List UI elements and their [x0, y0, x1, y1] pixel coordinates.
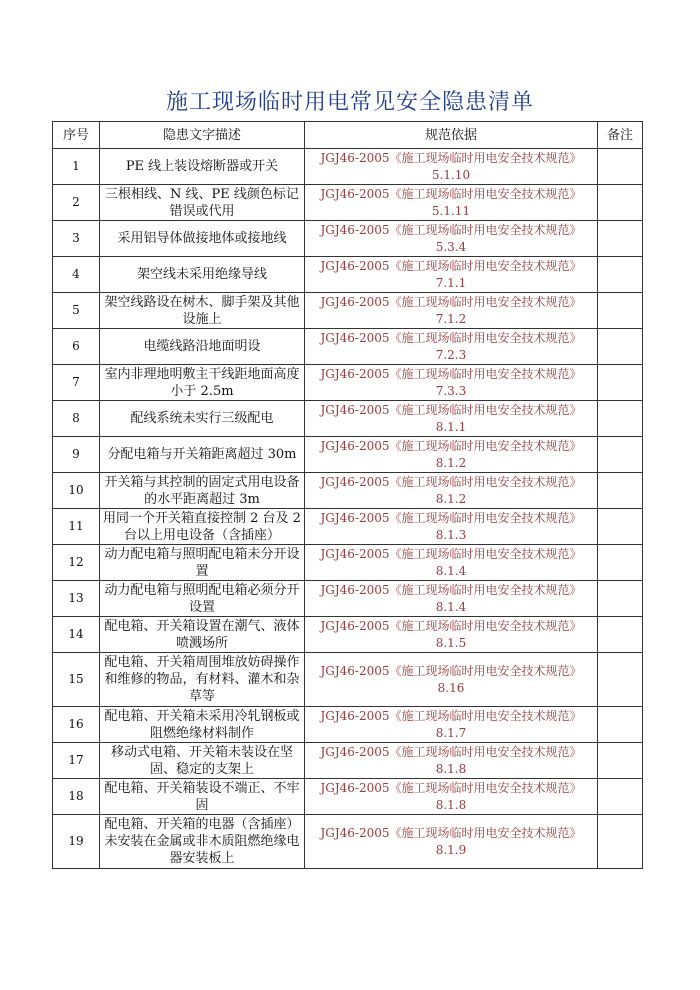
row-serial-no: 13	[53, 581, 100, 617]
row-serial-no: 4	[53, 257, 100, 293]
row-basis	[305, 329, 598, 365]
row-remarks	[598, 185, 643, 221]
basis-standard: JGJ46-2005《施工现场临时用电安全技术规范》	[320, 618, 582, 633]
row-description: 架空线未采用绝缘导线	[100, 257, 305, 293]
row-remarks	[598, 329, 643, 365]
row-remarks	[598, 221, 643, 257]
row-description: 动力配电箱与照明配电箱未分开设置	[100, 545, 305, 581]
row-description: 移动式电箱、开关箱未装设在坚固、稳定的支架上	[100, 743, 305, 779]
basis-clause: 8.1.1	[435, 419, 467, 434]
basis-clause: 7.3.3	[435, 383, 467, 398]
basis-standard: JGJ46-2005《施工现场临时用电安全技术规范》	[320, 186, 582, 201]
row-description: PE 线上装设熔断器或开关	[100, 149, 305, 185]
row-basis	[305, 779, 598, 815]
row-basis	[305, 401, 598, 437]
basis-clause: 8.1.4	[435, 599, 467, 614]
basis-clause: 8.16	[437, 680, 465, 695]
table-row	[53, 401, 643, 437]
header-description: 隐患文字描述	[100, 122, 305, 149]
basis-clause: 8.1.8	[435, 797, 467, 812]
row-basis	[305, 257, 598, 293]
basis-standard: JGJ46-2005《施工现场临时用电安全技术规范》	[320, 402, 582, 417]
basis-standard: JGJ46-2005《施工现场临时用电安全技术规范》	[320, 438, 582, 453]
row-description: 开关箱与其控制的固定式用电设备的水平距离超过 3m	[100, 473, 305, 509]
row-remarks	[598, 437, 643, 473]
row-basis	[305, 617, 598, 653]
row-basis	[305, 743, 598, 779]
basis-clause: 8.1.8	[435, 761, 467, 776]
row-basis	[305, 545, 598, 581]
row-serial-no: 19	[53, 815, 100, 869]
row-remarks	[598, 617, 643, 653]
row-remarks	[598, 293, 643, 329]
basis-standard: JGJ46-2005《施工现场临时用电安全技术规范》	[320, 222, 582, 237]
basis-standard: JGJ46-2005《施工现场临时用电安全技术规范》	[320, 474, 582, 489]
basis-clause: 7.1.2	[435, 311, 467, 326]
row-basis	[305, 707, 598, 743]
row-description: 配电箱、开关箱未采用冷轧钢板或阻燃绝缘材料制作	[100, 707, 305, 743]
basis-standard: JGJ46-2005《施工现场临时用电安全技术规范》	[320, 744, 582, 759]
row-basis	[305, 581, 598, 617]
basis-standard: JGJ46-2005《施工现场临时用电安全技术规范》	[320, 510, 582, 525]
basis-standard: JGJ46-2005《施工现场临时用电安全技术规范》	[320, 366, 582, 381]
row-serial-no: 6	[53, 329, 100, 365]
header-serial-no: 序号	[53, 122, 100, 149]
row-serial-no: 16	[53, 707, 100, 743]
row-serial-no: 5	[53, 293, 100, 329]
table-row	[53, 329, 643, 365]
table-body	[53, 149, 643, 869]
row-description: 架空线路设在树木、脚手架及其他设施上	[100, 293, 305, 329]
row-basis	[305, 509, 598, 545]
row-basis	[305, 149, 598, 185]
basis-clause: 5.1.10	[431, 167, 471, 182]
row-remarks	[598, 815, 643, 869]
basis-clause: 8.1.7	[435, 725, 467, 740]
row-remarks	[598, 365, 643, 401]
row-serial-no: 8	[53, 401, 100, 437]
basis-standard: JGJ46-2005《施工现场临时用电安全技术规范》	[320, 546, 582, 561]
row-serial-no: 17	[53, 743, 100, 779]
basis-standard: JGJ46-2005《施工现场临时用电安全技术规范》	[320, 330, 582, 345]
table-row	[53, 509, 643, 545]
hazard-table	[52, 121, 643, 869]
row-description: 三根相线、N 线、PE 线颜色标记错误或代用	[100, 185, 305, 221]
row-description: 分配电箱与开关箱距离超过 30m	[100, 437, 305, 473]
row-serial-no: 3	[53, 221, 100, 257]
row-remarks	[598, 401, 643, 437]
table-row	[53, 293, 643, 329]
row-remarks	[598, 779, 643, 815]
basis-clause: 8.1.9	[435, 842, 467, 857]
basis-clause: 7.1.1	[435, 275, 467, 290]
row-remarks	[598, 707, 643, 743]
basis-standard: JGJ46-2005《施工现场临时用电安全技术规范》	[320, 663, 582, 678]
basis-clause: 5.3.4	[435, 239, 467, 254]
row-basis	[305, 473, 598, 509]
row-serial-no: 15	[53, 653, 100, 707]
row-serial-no: 9	[53, 437, 100, 473]
row-remarks	[598, 509, 643, 545]
table-row	[53, 743, 643, 779]
basis-clause: 8.1.4	[435, 563, 467, 578]
row-serial-no: 7	[53, 365, 100, 401]
row-description: 配线系统未实行三级配电	[100, 401, 305, 437]
row-basis	[305, 293, 598, 329]
row-remarks	[598, 473, 643, 509]
basis-standard: JGJ46-2005《施工现场临时用电安全技术规范》	[320, 258, 582, 273]
basis-clause: 8.1.5	[435, 635, 467, 650]
row-serial-no: 14	[53, 617, 100, 653]
table-row	[53, 365, 643, 401]
row-description: 配电箱、开关箱装设不端正、不牢固	[100, 779, 305, 815]
row-basis	[305, 185, 598, 221]
table-row	[53, 437, 643, 473]
row-basis	[305, 653, 598, 707]
row-remarks	[598, 653, 643, 707]
table-row	[53, 545, 643, 581]
row-description: 动力配电箱与照明配电箱必须分开设置	[100, 581, 305, 617]
basis-standard: JGJ46-2005《施工现场临时用电安全技术规范》	[320, 582, 582, 597]
row-basis	[305, 437, 598, 473]
table-row	[53, 149, 643, 185]
row-description: 配电箱、开关箱周围堆放妨碍操作和维修的物品，有材料、灌木和杂草等	[100, 653, 305, 707]
table-row	[53, 257, 643, 293]
basis-clause: 8.1.2	[435, 455, 467, 470]
basis-clause: 5.1.11	[431, 203, 471, 218]
row-description: 电缆线路沿地面明设	[100, 329, 305, 365]
table-row	[53, 617, 643, 653]
table-row	[53, 707, 643, 743]
basis-standard: JGJ46-2005《施工现场临时用电安全技术规范》	[320, 150, 582, 165]
basis-clause: 7.2.3	[435, 347, 467, 362]
basis-standard: JGJ46-2005《施工现场临时用电安全技术规范》	[320, 708, 582, 723]
page-title: 施工现场临时用电常见安全隐患清单	[165, 90, 534, 115]
row-description: 配电箱、开关箱的电器（含插座）未安装在金属或非木质阻燃绝缘电器安装板上	[100, 815, 305, 869]
header-basis: 规范依据	[305, 122, 598, 149]
basis-standard: JGJ46-2005《施工现场临时用电安全技术规范》	[320, 294, 582, 309]
row-serial-no: 11	[53, 509, 100, 545]
basis-standard: JGJ46-2005《施工现场临时用电安全技术规范》	[320, 780, 582, 795]
row-remarks	[598, 545, 643, 581]
row-serial-no: 10	[53, 473, 100, 509]
row-serial-no: 12	[53, 545, 100, 581]
row-serial-no: 2	[53, 185, 100, 221]
row-serial-no: 1	[53, 149, 100, 185]
row-description: 配电箱、开关箱设置在潮气、液体喷溅场所	[100, 617, 305, 653]
basis-clause: 8.1.2	[435, 491, 467, 506]
header-remarks: 备注	[598, 122, 643, 149]
row-serial-no: 18	[53, 779, 100, 815]
row-description: 用同一个开关箱直接控制 2 台及 2 台以上用电设备（含插座）	[100, 509, 305, 545]
row-basis	[305, 221, 598, 257]
row-remarks	[598, 581, 643, 617]
table-row	[53, 473, 643, 509]
row-description: 采用铝导体做接地体或接地线	[100, 221, 305, 257]
table-row	[53, 779, 643, 815]
row-remarks	[598, 257, 643, 293]
table-row	[53, 653, 643, 707]
table-row	[53, 185, 643, 221]
table-row	[53, 815, 643, 869]
row-remarks	[598, 743, 643, 779]
table-row	[53, 221, 643, 257]
table-row	[53, 581, 643, 617]
row-description: 室内非理地明敷主干线距地面高度小于 2.5m	[100, 365, 305, 401]
basis-standard: JGJ46-2005《施工现场临时用电安全技术规范》	[320, 825, 582, 840]
table-header-row	[53, 122, 643, 149]
basis-clause: 8.1.3	[435, 527, 467, 542]
row-basis	[305, 365, 598, 401]
row-basis	[305, 815, 598, 869]
row-remarks	[598, 149, 643, 185]
